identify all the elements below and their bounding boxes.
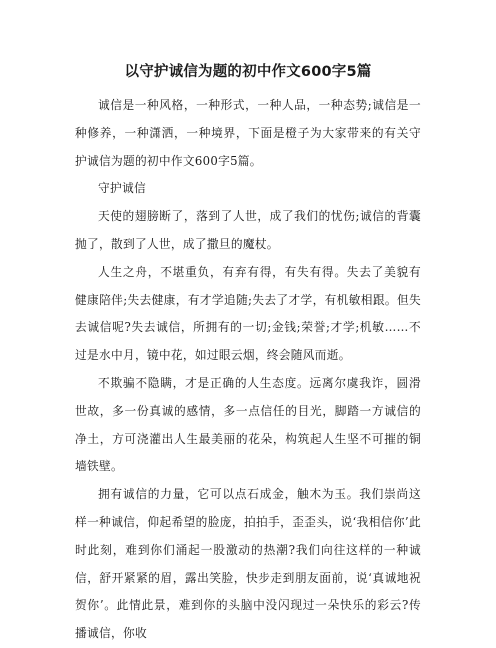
document-page xyxy=(75,62,421,648)
intro-paragraph: 诚信是一种风格，一种形式，一种人品，一种态势;诚信是一种修养，一种潇洒，一种境界，下面是橙子为大家带来的有关守护诚信为题的初中作文600字5篇。 xyxy=(75,98,421,168)
body-paragraph: 人生之舟，不堪重负，有弃有得，有失有得。失去了美貌有健康陪伴;失去健康，有才学追随;失去了才学，有机敏相跟。但失去诚信呢?失去诚信，所拥有的一切;金钱;荣誉;才学;机敏……不过是水中月，镜中花，如过眼云烟，终会随风而逝。 xyxy=(75,264,421,363)
body-paragraph: 不欺骗不隐瞒，才是正确的人生态度。远离尔虞我诈，圆滑世故，多一份真诚的感情，多一点信任的目光，脚踏一方诚信的净土，方可浇灌出人生最美丽的花朵，构筑起人生坚不可摧的铜墙铁壁。 xyxy=(75,375,421,474)
body-paragraph: 天使的翅膀断了，落到了人世，成了我们的忧伤;诚信的背囊抛了，散到了人世，成了撒旦的魔杖。 xyxy=(75,209,421,251)
document-title: 以守护诚信为题的初中作文600字5篇 xyxy=(124,64,372,80)
body-paragraph: 拥有诚信的力量，它可以点石成金，触木为玉。我们崇尚这样一种诚信，仰起希望的脸庞，拍拍手，歪歪头，说‘我相信你’此时此刻，难到你们涌起一股激动的热潮?我们向往这样的一种诚信，舒开紧紧的眉，露出笑脸，快步走到朋友面前，说‘真诚地祝贺你’。此情此景，难到你的头脑中没闪现过一朵快乐的彩云?传播诚信，你收 xyxy=(75,487,421,641)
section-heading: 守护诚信 xyxy=(98,181,146,196)
